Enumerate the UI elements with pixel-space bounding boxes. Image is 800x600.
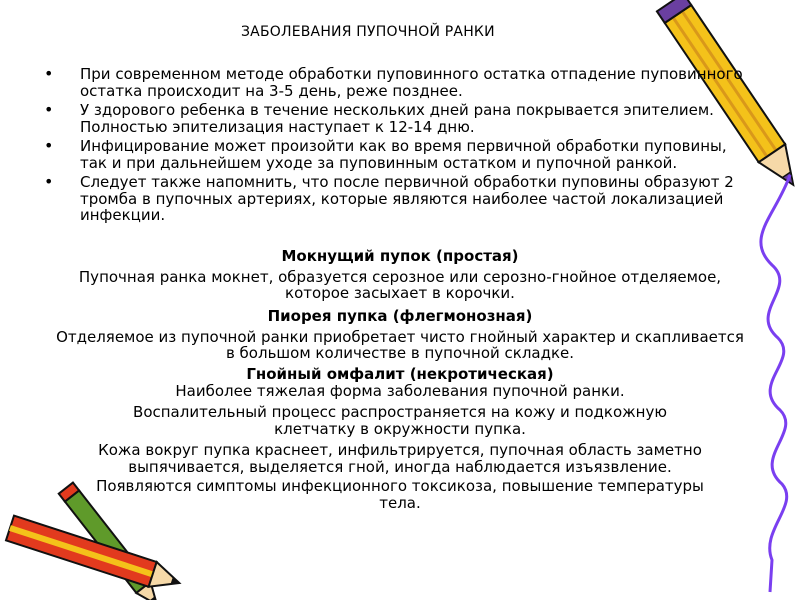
section-paragraph: Кожа вокруг пупка краснеет, инфильтрируется, пупочная область заметно выпячивается, выделяется гной, иногда наблюдается изъязвление. [98,441,702,476]
bullet-icon: • [44,172,54,191]
section-omphalitis [55,366,745,511]
squiggle-line [761,175,790,592]
list-item [44,174,744,224]
section-pyorrhea [55,308,745,362]
bullet-icon: • [44,136,54,155]
list-item-text: Инфицирование может произойти как во время первичной обработки пуповины, так и при дальнейшем уходе за пуповинным остатком и пупочной ранкой. [80,137,727,172]
list-item-text: Следует также напомнить, что после первичной обработки пуповины образуют 2 тромба в пупочных артериях, которые являются наиболее частой локализацией инфекции. [80,173,734,224]
list-item [44,138,744,171]
section-paragraph: Воспалительный процесс распространяется на кожу и подкожную клетчатку в окружности пупка. [133,403,667,438]
section-paragraph: Появляются симптомы инфекционного токсикоза, повышение температуры тела. [96,477,704,512]
bullet-icon: • [44,64,54,83]
section-weeping-navel [55,248,745,302]
bullet-list [44,66,744,227]
page-title: ЗАБОЛЕВАНИЯ ПУПОЧНОЙ РАНКИ [241,24,495,40]
list-item-text: При современном методе обработки пуповинного остатка отпадение пуповинного остатка происходит на 3-5 день, реже позднее. [80,65,743,100]
section-paragraph: Отделяемое из пупочной ранки приобретает чисто гнойный характер и скапливается в большом количестве в пупочной складке. [56,327,744,362]
section-heading: Пиорея пупка (флегмонозная) [267,307,533,325]
section-paragraph: Наиболее тяжелая форма заболевания пупочной ранки. [175,381,625,400]
list-item-text: У здорового ребенка в течение нескольких дней рана покрывается эпителием. Полностью эпителизация наступает к 12-14 дню. [80,101,714,136]
list-item [44,102,744,135]
section-heading: Гнойный омфалит (некротическая) [246,365,554,383]
bullet-icon: • [44,100,54,119]
section-heading: Мокнущий пупок (простая) [281,247,519,265]
section-paragraph: Пупочная ранка мокнет, образуется серозное или серозно-гнойное отделяемое, которое засыхает в корочки. [78,267,722,302]
list-item [44,66,744,99]
